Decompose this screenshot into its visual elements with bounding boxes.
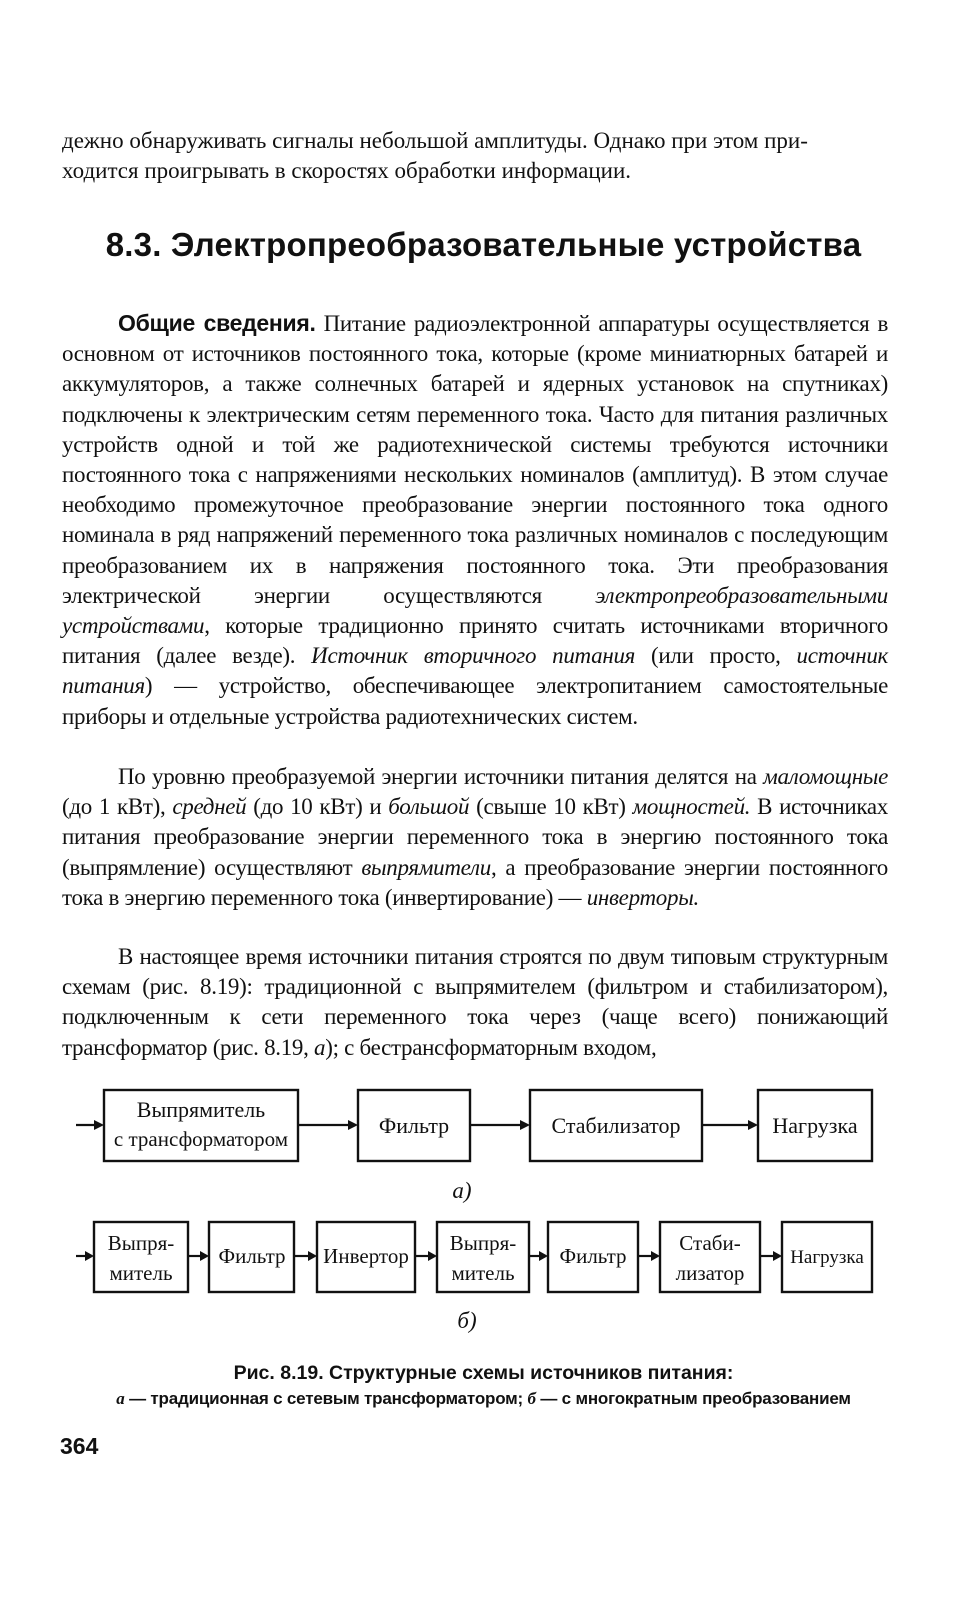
diagram-a-label: а) bbox=[452, 1178, 472, 1203]
p2-term-5: выпрямители bbox=[361, 854, 491, 880]
arrowhead bbox=[748, 1120, 758, 1130]
p3-text-1: В настоящее время источники питания строятся по двум типовым структурным схемам (рис. 8.19): традиционной с выпрямителем (фильтром и стабилизатором), подключенным к сети переменного тока через (чаще всего) понижающий трансформатор (рис. 8.19, bbox=[62, 944, 888, 1060]
caption-legend bbox=[0, 1386, 967, 1412]
caption-a-letter: а bbox=[116, 1389, 125, 1408]
block-stabilizer-a-label: Стабилизатор bbox=[551, 1113, 681, 1138]
arrowhead bbox=[85, 1251, 94, 1261]
p1-term-3: источник питания bbox=[62, 643, 888, 699]
p2-text-5: В источниках питания преобразование энергии переменного тока в энергию постоянного тока (выпрямление) осуществляют bbox=[62, 794, 888, 880]
arrowhead bbox=[200, 1251, 209, 1261]
block-rectifier-1-line2: митель bbox=[109, 1261, 173, 1285]
caption-b-letter: б bbox=[527, 1389, 536, 1408]
arrowhead bbox=[651, 1251, 660, 1261]
paragraph-lead: Общие сведения. bbox=[118, 310, 316, 336]
p2-text-3: (до 10 кВт) и bbox=[246, 794, 389, 820]
block-filter-b1-label: Фильтр bbox=[218, 1244, 286, 1268]
block-load-a-label: Нагрузка bbox=[772, 1113, 858, 1138]
diagram-a bbox=[76, 1090, 872, 1203]
p2-term-3: большой bbox=[388, 794, 470, 820]
arrowhead bbox=[348, 1120, 358, 1130]
block-rectifier-transformer-line1: Выпрямитель bbox=[136, 1097, 266, 1122]
section-heading: 8.3. Электропреобразовательные устройства bbox=[105, 226, 862, 263]
block-rectifier-1-line1: Выпря- bbox=[107, 1231, 175, 1255]
intro-line-2: ходится проигрывать в скоростях обработки информации. bbox=[62, 158, 632, 184]
p2-text-4: (свыше 10 кВт) bbox=[469, 794, 633, 820]
arrowhead bbox=[773, 1251, 782, 1261]
block-rectifier-transformer-line2: с трансформатором bbox=[113, 1127, 289, 1151]
block-stabilizer-b-line2: лизатор bbox=[675, 1261, 745, 1285]
p1-term-1: электропреобразовательными устройствами bbox=[62, 582, 888, 639]
caption-title: Рис. 8.19. Структурные схемы источников питания: bbox=[233, 1362, 734, 1384]
p2-text-1: По уровню преобразуемой энергии источники питания делятся на bbox=[118, 764, 764, 789]
arrowhead bbox=[428, 1251, 437, 1261]
intro-line-1: дежно обнаруживать сигналы небольшой амплитуды. Однако при этом при- bbox=[62, 128, 808, 153]
arrowhead bbox=[539, 1251, 548, 1261]
caption-a-text: — традиционная с сетевым трансформатором; bbox=[124, 1389, 528, 1408]
p3-text-2: ); с бестрансформаторным входом, bbox=[325, 1034, 657, 1060]
block-filter-b2-label: Фильтр bbox=[559, 1244, 627, 1268]
page-number: 364 bbox=[60, 1433, 99, 1459]
p2-term-4: мощностей. bbox=[632, 794, 751, 820]
block-load-b-label: Нагрузка bbox=[790, 1247, 864, 1268]
p2-text-6: , а преобразование энергии постоянного тока в энергию переменного тока (инвертирование) — bbox=[62, 854, 888, 910]
arrowhead bbox=[94, 1120, 104, 1130]
p2-text-2: (до 1 кВт), bbox=[62, 794, 173, 820]
arrowhead bbox=[308, 1251, 317, 1261]
p3-term-1: а bbox=[314, 1034, 326, 1060]
p2-term-2: средней bbox=[172, 794, 247, 820]
p2-term-6: инверторы. bbox=[586, 884, 699, 910]
p2-term-1: маломощные bbox=[763, 764, 888, 789]
p1-text-3: (или просто, bbox=[635, 643, 797, 669]
block-stabilizer-b-line1: Стаби- bbox=[679, 1231, 741, 1255]
p1-term-2: Источник вторичного питания bbox=[311, 643, 636, 669]
diagram-b bbox=[76, 1222, 872, 1333]
caption-b-text: — с многократным преобразованием bbox=[535, 1389, 851, 1408]
arrowhead bbox=[520, 1120, 530, 1130]
block-inverter-label: Инвертор bbox=[323, 1244, 409, 1268]
diagram-b-label: б) bbox=[457, 1308, 477, 1333]
p1-text-2: , которые традиционно принято считать источниками вторичного питания (далее везде). bbox=[62, 613, 888, 669]
block-filter-a-label: Фильтр bbox=[378, 1113, 450, 1138]
p1-text-1: Питание радиоэлектронной аппаратуры осуществляется в основном от источников постоянного тока, которые (кроме миниатюрных батарей и аккумуляторов, а также солнечных батарей и ядерных установок на спутниках) подключены к электрическим сетям переменного тока. Часто для питания различных устройств одной и той же радиотехнической системы требуются источники постоянного тока с напряжениями нескольких номиналов (амплитуд). В этом случае необходимо промежуточное преобразование энергии постоянного тока одного номинала в ряд напряжений переменного тока различных номиналов с последующим преобразованием их в напряжения постоянного тока. Эти преобразования электрической энергии осуществляются bbox=[62, 311, 889, 608]
p1-text-4: ) — устройство, обеспечивающее электропитанием самостоятельные приборы и отдельные устройства радиотехнических систем. bbox=[62, 673, 888, 729]
block-rectifier-2-line1: Выпря- bbox=[449, 1231, 517, 1255]
figure-caption bbox=[0, 1360, 967, 1412]
block-rectifier-2-line2: митель bbox=[451, 1261, 515, 1285]
